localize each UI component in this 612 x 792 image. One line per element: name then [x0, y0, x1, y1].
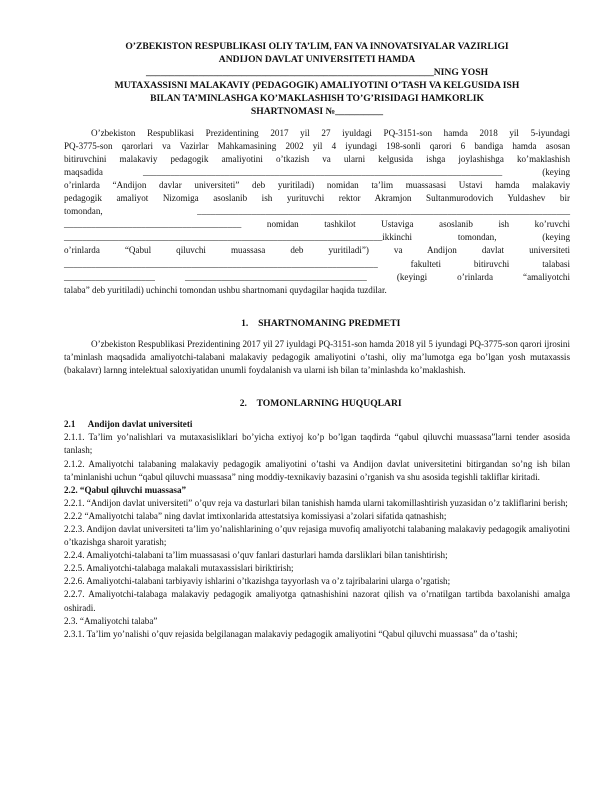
- preamble: [64, 127, 570, 297]
- preamble-line: O’zbekiston Respublikasi Prezidentining 2017 yil 27 iyuldagi PQ-3151-son hamda 2018 yil 5-iyundagi: [91, 127, 570, 138]
- clause-2-1-1: 2.1.1. Ta’lim yo’nalishlari va mutaxasisliklari bo’yicha extiyoj ko’p bo’lgan taqdirda “qabul qiluvchi muassasa”larni tender asosida tanlash;: [64, 432, 570, 456]
- section-title: SHARTNOMANING PREDMETI: [258, 317, 401, 329]
- section-title: TOMONLARNING HUQUQLARI: [256, 398, 402, 410]
- preamble-line: _____________________________________________________________________ fakulteti bitiruvchi talabasi: [64, 258, 570, 269]
- preamble-line: o’rinlarda “Andijon davlar universiteti” deb yuritiladi) nomidan ta’lim muassasasi Ustavi hamda malakaviy: [64, 179, 570, 190]
- subsection-2-2-heading: 2.2. “Qabul qiluvchi muassasa”: [64, 484, 187, 495]
- header-line-university: ANDIJON DAVLAT UNIVERSITETI HAMDA: [218, 54, 416, 66]
- clause-2-2-5: 2.2.5. Amaliyotchi-talabaga malakali mutaxassislari biriktirish;: [64, 563, 294, 574]
- preamble-line: PQ-3775-son qarorlari va Vazirlar Mahkamasining 2002 yil 4 iyundagi 198-sonli qarori 6 bandiga hamda asosan: [64, 140, 570, 151]
- preamble-line: talaba” deb yuritiladi) uchinchi tomondan ushbu shartnomani quydagilar haqida tuzdilar.: [64, 284, 387, 295]
- header-line-ministry: O’ZBEKISTON RESPUBLIKASI OLIY TA’LIM, FAN VA INNOVATSIYALAR VAZIRLIGI: [125, 41, 509, 52]
- subsection-2-1-heading: [64, 418, 570, 431]
- header-line-subject-cont: BILAN TA’MINLASHGA KO’MAKLASHISH TO’G’RISIDAGI HAMKORLIK: [150, 93, 484, 105]
- subsection-number: 2.1: [64, 419, 76, 430]
- section-1-heading: [64, 317, 570, 330]
- clause-2-2-7: 2.2.7. Amaliyotchi-talabaga malakaviy pedagogik amaliyotga qatnashishini nazorat qilish va o’rnatilgan tartibda baxolanishi amalga oshiradi.: [64, 589, 570, 613]
- clause-2-3: 2.3. “Amaliyotchi talaba”: [64, 615, 158, 626]
- preamble-line: maqsadida _______________________________________________________________________________ (keying: [64, 166, 570, 177]
- clause-2-2-4: 2.2.4. Amaliyotchi-talabani ta’lim muassasasi o’quv fanlari dasturlari hamda darsliklari bilan tanishtirish;: [64, 550, 448, 561]
- clause-2-1-2: 2.1.2. Amaliyotchi talabaning malakaviy pedagogik amaliyotini o’tashi va Andijon davlat universitetini bitirgandan so’ng ish bilan ta’minlanishi uchun “qabul qiluvchi muassasa” ning moddiy-texnikaviy bazasini o’rganish va shu asosida tegishli takliflar kiritadi.: [64, 458, 570, 482]
- preamble-line: bitiruvchini malakaviy pedagogik amaliyotini o’tkazish va ularni kelgusida ishga joylashishga ko’maklashish: [64, 153, 570, 164]
- preamble-line: _______________________________________ nomidan tashkilot Ustaviga asoslanib ish ko’ruvchi: [64, 219, 570, 230]
- section-2-heading: [64, 397, 570, 410]
- preamble-line: o’rinlarda “Qabul qiluvchi muassasa deb yuritiladi”) va Andijon davlat universiteti: [64, 245, 570, 256]
- clause-2-2-3: 2.2.3. Andijon davlat universiteti ta’lim yo’nalishlarining o’quv rejasiga muvofiq amaliyotchi talabaning malakaviy pedagogik amaliyotini o’tkazishga sharoit yaratish;: [64, 524, 570, 548]
- document-title: SHARTNOMASI №__________: [250, 106, 384, 118]
- clause-2-2-2: 2.2.2 “Amaliyotchi talaba” ning davlat imtixonlarida attestatsiya komissiyasi a’zolari sifatida qatnashish;: [64, 510, 447, 521]
- preamble-line: tomondan, __________________________________________________________________________________: [64, 206, 570, 217]
- section-1-text: O’zbekiston Respublikasi Prezidentining 2017 yil 27 iyuldagi PQ-3151-son hamda 2018 yil 5 iyundagi PQ-3775-son qarori ijrosini ta’minlash maqsadida amaliyotchi-talabani malakaviy pedagogik amaliyotini o’tashi, oliy ma’lumotga ega bo’lgan yosh mutaxassis (bakalavr) larnng intelektual saloxiyatidan unumli foydalanish va ularni ish bilan ta’minlashda ko’maklashish.: [64, 338, 570, 376]
- section-number: 1.: [241, 317, 249, 329]
- header-line-partner: ____________________________________________________________NING YOSH: [145, 67, 489, 79]
- preamble-line: ______________________________________________________________________ikkinchi tomondan, (keying: [64, 232, 570, 243]
- document-header: [64, 40, 570, 119]
- clause-2-2-1: 2.2.1. “Andijon davlat universiteti” o’quv reja va dasturlari bilan tanishish hamda ularni takomillashtirish yuzasidan o’z takliflarini berish;: [64, 497, 568, 508]
- preamble-line: pedagogik amaliyot Nizomiga asoslanib ish yurituvchi rektor Akramjon Sultanmurodovich Yuldashev bir: [64, 193, 570, 204]
- section-number: 2.: [239, 398, 247, 410]
- clause-2-2-6: 2.2.6. Amaliyotchi-talabani tarbiyaviy ishlarini o’tkazishga tayyorlash va o’z tajribalarini ularga o’rgatish;: [64, 576, 451, 587]
- clause-2-3-1: 2.3.1. Ta’lim yo’nalishi o’quv rejasida belgilanagan malakaviy pedagogik amaliyotini “Qabul qiluvchi muassasa” da o’tashi;: [64, 628, 518, 639]
- subsection-title: Andijon davlat universiteti: [87, 419, 193, 430]
- header-line-subject: MUTAXASSISNI MALAKAVIY (PEDAGOGIK) AMALIYOTINI O’TASH VA KELGUSIDA ISH: [114, 80, 520, 92]
- preamble-line: ____________________ ________________________________________ (keyingi o’rinlarda “amaliyotchi: [64, 271, 570, 282]
